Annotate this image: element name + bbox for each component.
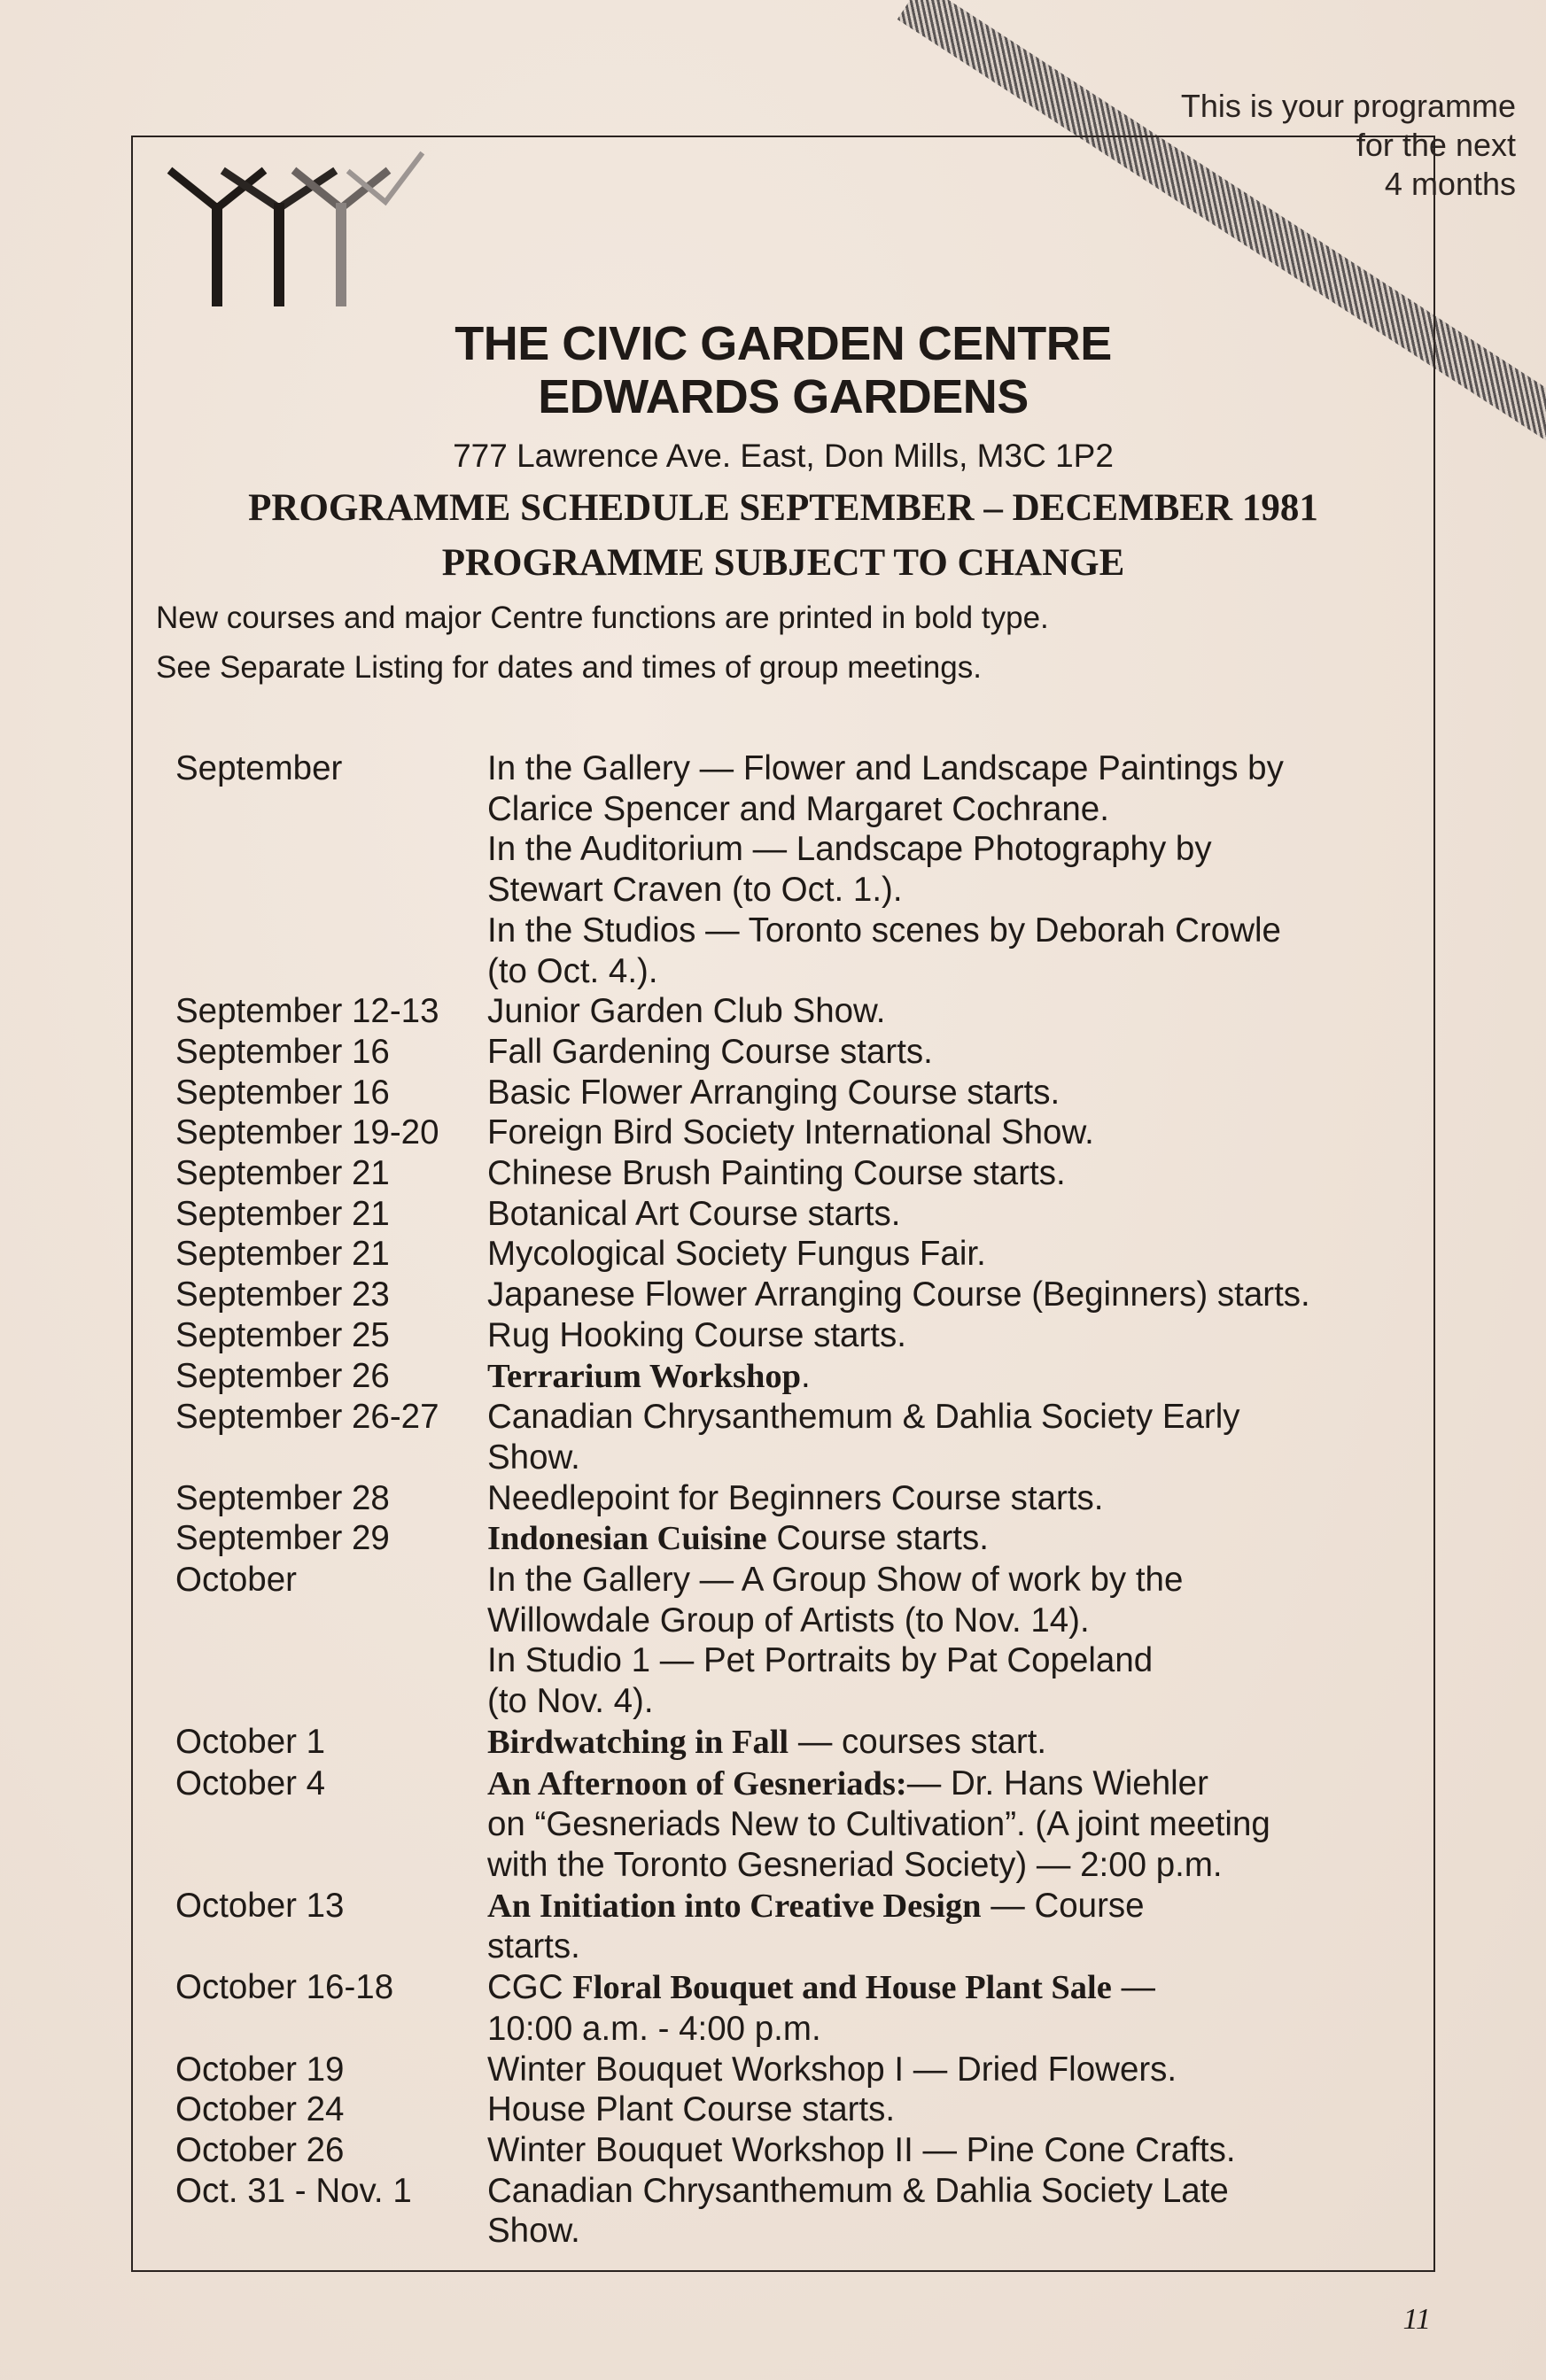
entry-line — [487, 2130, 1416, 2171]
corner-note-line: This is your programme — [1180, 88, 1516, 124]
entry-text: Winter Bouquet Workshop I — Dried Flowers. — [487, 2050, 1177, 2089]
subject-to-change-heading: PROGRAMME SUBJECT TO CHANGE — [441, 542, 1125, 584]
entry-date: September 16 — [175, 1073, 390, 1112]
entry-text: In the Gallery — Flower and Landscape Paintings by — [487, 749, 1284, 787]
entry-line — [487, 1032, 1416, 1073]
entry-description — [487, 1886, 1416, 1967]
entry-text: . — [801, 1356, 811, 1395]
entry-line — [487, 991, 1416, 1032]
entry-date: September 26 — [175, 1356, 390, 1395]
entry-description — [487, 1275, 1416, 1315]
schedule-list — [175, 748, 1416, 2252]
entry-text: Rug Hooking Course starts. — [487, 1315, 906, 1354]
schedule-entry — [175, 2089, 1416, 2130]
entry-line — [487, 1640, 1416, 1681]
entry-date: September — [175, 749, 343, 787]
entry-date: September 29 — [175, 1519, 390, 1558]
entry-line — [487, 1194, 1416, 1235]
entry-line — [487, 1478, 1416, 1519]
entry-text: — Course — [981, 1886, 1145, 1925]
entry-text: — courses start. — [789, 1722, 1047, 1761]
entry-description — [487, 1518, 1416, 1560]
entry-date: October 26 — [175, 2130, 345, 2169]
entry-line — [487, 1804, 1416, 1845]
entry-text: In the Auditorium — Landscape Photography by — [487, 830, 1212, 869]
bold-event-name: An Initiation into Creative Design — [487, 1887, 982, 1925]
schedule-entry — [175, 2171, 1416, 2252]
entry-text: (to Oct. 4.). — [487, 951, 658, 990]
entry-line — [487, 1926, 1416, 1967]
entry-text: Needlepoint for Beginners Course starts. — [487, 1478, 1104, 1517]
entry-line — [487, 1073, 1416, 1113]
schedule-entry — [175, 748, 1416, 991]
entry-text: In the Studios — Toronto scenes by Deborah Crowle — [487, 911, 1281, 950]
entry-line — [487, 2171, 1416, 2212]
bold-event-name: An Afternoon of Gesneriads: — [487, 1764, 907, 1802]
entry-date: Oct. 31 - Nov. 1 — [175, 2171, 412, 2210]
bold-event-name: Floral Bouquet and House Plant Sale — [572, 1969, 1112, 2007]
entry-text: Stewart Craven (to Oct. 1.). — [487, 871, 903, 910]
entry-line — [487, 789, 1416, 830]
entry-text: CGC — [487, 1968, 573, 2007]
entry-text: with the Toronto Gesneriad Society) — 2:00 p.m. — [487, 1845, 1223, 1884]
entry-description — [487, 1478, 1416, 1519]
entry-description — [487, 1315, 1416, 1356]
entry-description — [487, 1194, 1416, 1235]
schedule-entry — [175, 1194, 1416, 1235]
entry-line — [487, 1601, 1416, 1641]
entry-text: Chinese Brush Painting Course starts. — [487, 1154, 1066, 1193]
entry-description — [487, 2171, 1416, 2252]
entry-date: September 12-13 — [175, 992, 439, 1031]
entry-date: September 21 — [175, 1235, 390, 1274]
entry-text: House Plant Course starts. — [487, 2090, 896, 2129]
entry-description — [487, 991, 1416, 1032]
entry-description — [487, 1153, 1416, 1194]
entry-date: October — [175, 1561, 297, 1600]
entry-date: September 21 — [175, 1194, 390, 1233]
entry-line — [487, 1112, 1416, 1153]
schedule-entry — [175, 1275, 1416, 1315]
entry-text: Winter Bouquet Workshop II — Pine Cone Crafts. — [487, 2130, 1236, 2169]
entry-line — [487, 1518, 1416, 1560]
entry-text: In the Gallery — A Group Show of work by the — [487, 1561, 1184, 1600]
entry-description — [487, 1234, 1416, 1275]
entry-line — [487, 1234, 1416, 1275]
entry-description — [487, 1560, 1416, 1722]
entry-line — [487, 2211, 1416, 2252]
entry-text: Canadian Chrysanthemum & Dahlia Society Early — [487, 1398, 1240, 1437]
entry-line — [487, 1845, 1416, 1886]
page-title — [131, 317, 1435, 423]
entry-line — [487, 1356, 1416, 1398]
bold-event-name: Indonesian Cuisine — [487, 1520, 767, 1558]
schedule-entry — [175, 991, 1416, 1032]
entry-description — [487, 1722, 1416, 1764]
entry-text: In Studio 1 — Pet Portraits by Pat Copeland — [487, 1641, 1154, 1680]
entry-text: starts. — [487, 1927, 580, 1966]
tree-logo-icon — [155, 151, 447, 310]
entry-description — [487, 748, 1416, 991]
entry-line — [487, 1967, 1416, 2009]
entry-text: — Dr. Hans Wiehler — [906, 1764, 1208, 1802]
entry-text: Willowdale Group of Artists (to Nov. 14). — [487, 1601, 1090, 1640]
entry-description — [487, 1356, 1416, 1398]
entry-description — [487, 1073, 1416, 1113]
schedule-entry — [175, 1234, 1416, 1275]
entry-line — [487, 1886, 1416, 1927]
entry-line — [487, 1315, 1416, 1356]
title-line-1: THE CIVIC GARDEN CENTRE — [454, 317, 1112, 370]
schedule-entry — [175, 1722, 1416, 1764]
entry-date: October 4 — [175, 1764, 326, 1802]
entry-description — [487, 1032, 1416, 1073]
entry-text: on “Gesneriads New to Cultivation”. (A joint meeting — [487, 1805, 1270, 1844]
schedule-entry — [175, 1764, 1416, 1886]
schedule-entry — [175, 2130, 1416, 2171]
entry-line — [487, 870, 1416, 911]
bold-event-name: Terrarium Workshop — [487, 1357, 802, 1395]
entry-line — [487, 1560, 1416, 1601]
entry-line — [487, 1397, 1416, 1438]
entry-text: Basic Flower Arranging Course starts. — [487, 1073, 1060, 1112]
entry-line — [487, 1275, 1416, 1315]
title-line-2: EDWARDS GARDENS — [538, 370, 1029, 423]
entry-date: September 28 — [175, 1478, 390, 1517]
bold-type-note: New courses and major Centre functions are printed in bold type. — [156, 601, 1049, 635]
corner-note-line: for the next — [1356, 127, 1516, 163]
separate-listing-note: See Separate Listing for dates and times of group meetings. — [156, 650, 982, 685]
entry-line — [487, 2050, 1416, 2090]
entry-text: Junior Garden Club Show. — [487, 992, 886, 1031]
page-number: 11 — [1402, 2303, 1431, 2336]
entry-description — [487, 2050, 1416, 2090]
entry-date: September 26-27 — [175, 1398, 439, 1437]
schedule-heading: PROGRAMME SCHEDULE SEPTEMBER – DECEMBER 1981 — [248, 487, 1318, 529]
entry-description — [487, 1764, 1416, 1886]
entry-line — [487, 2009, 1416, 2050]
schedule-entry — [175, 1356, 1416, 1398]
schedule-entry — [175, 1112, 1416, 1153]
entry-text: Japanese Flower Arranging Course (Beginners) starts. — [487, 1275, 1310, 1314]
entry-line — [487, 2089, 1416, 2130]
entry-text: Botanical Art Course starts. — [487, 1194, 901, 1233]
entry-date: September 16 — [175, 1032, 390, 1071]
entry-text: — — [1111, 1968, 1156, 2007]
corner-note-line: 4 months — [1384, 166, 1516, 202]
entry-text: (to Nov. 4). — [487, 1682, 654, 1721]
entry-line — [487, 1764, 1416, 1805]
entry-date: October 24 — [175, 2090, 345, 2129]
schedule-entry — [175, 1153, 1416, 1194]
entry-text: Mycological Society Fungus Fair. — [487, 1235, 986, 1274]
entry-date: October 16-18 — [175, 1968, 394, 2007]
schedule-entry — [175, 1886, 1416, 1967]
entry-description — [487, 1112, 1416, 1153]
entry-date: September 21 — [175, 1154, 390, 1193]
entry-line — [487, 1153, 1416, 1194]
entry-text: Canadian Chrysanthemum & Dahlia Society Late — [487, 2171, 1229, 2210]
schedule-entry — [175, 1518, 1416, 1560]
entry-description — [487, 2089, 1416, 2130]
entry-text: Clarice Spencer and Margaret Cochrane. — [487, 789, 1109, 828]
entry-text: Foreign Bird Society International Show. — [487, 1113, 1094, 1152]
schedule-entry — [175, 1967, 1416, 2049]
schedule-entry — [175, 2050, 1416, 2090]
entry-line — [487, 748, 1416, 789]
entry-description — [487, 2130, 1416, 2171]
entry-line — [487, 911, 1416, 951]
entry-text: 10:00 a.m. - 4:00 p.m. — [487, 2009, 821, 2048]
schedule-entry — [175, 1032, 1416, 1073]
entry-line — [487, 951, 1416, 992]
schedule-entry — [175, 1397, 1416, 1477]
entry-line — [487, 1681, 1416, 1722]
entry-text: Fall Gardening Course starts. — [487, 1032, 933, 1071]
entry-date: October 19 — [175, 2050, 345, 2089]
entry-date: September 23 — [175, 1275, 390, 1314]
entry-description — [487, 1967, 1416, 2049]
bold-event-name: Birdwatching in Fall — [487, 1723, 789, 1761]
entry-text: Show. — [487, 2212, 580, 2251]
schedule-entry — [175, 1478, 1416, 1519]
schedule-entry — [175, 1315, 1416, 1356]
entry-line — [487, 1438, 1416, 1478]
entry-date: October 13 — [175, 1886, 345, 1925]
entry-date: October 1 — [175, 1722, 326, 1761]
schedule-entry — [175, 1560, 1416, 1722]
entry-line — [487, 829, 1416, 870]
entry-text: Course starts. — [766, 1519, 989, 1558]
entry-description — [487, 1397, 1416, 1477]
entry-text: Show. — [487, 1438, 580, 1477]
entry-line — [487, 1722, 1416, 1764]
schedule-entry — [175, 1073, 1416, 1113]
entry-date: September 25 — [175, 1315, 390, 1354]
address: 777 Lawrence Ave. East, Don Mills, M3C 1P2 — [453, 438, 1114, 474]
entry-date: September 19-20 — [175, 1113, 439, 1152]
